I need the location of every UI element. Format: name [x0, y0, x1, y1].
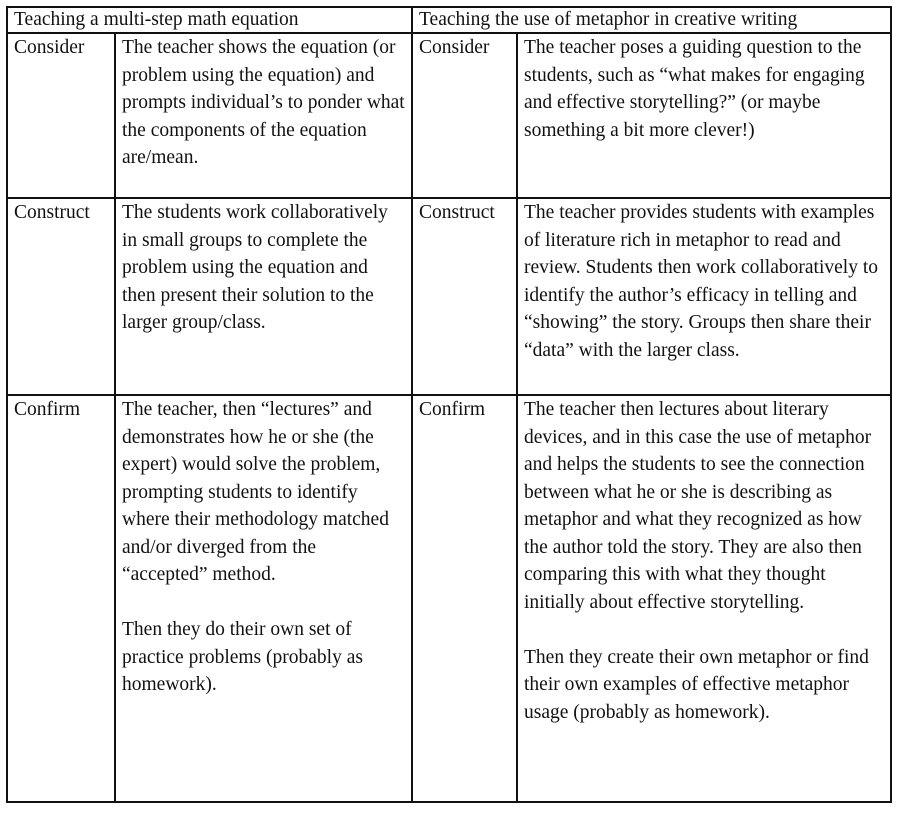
table-row [7, 395, 891, 802]
math-cell [115, 395, 412, 802]
phase-label: Consider [7, 33, 115, 198]
cell-paragraph: The teacher poses a guiding question to the students, such as “what makes for engaging and effective storytelling?” (or maybe something a bit more clever!) [524, 37, 865, 141]
phase-label: Consider [412, 33, 517, 198]
cell-paragraph: The teacher then lectures about literary devices, and in this case the use of metaphor and helps the students to see the connection between what he or she is describing as metaphor and what they recognized as how the author told the story. They are also then comparing this with what they thought initially about effective storytelling. [524, 399, 872, 613]
math-cell [115, 198, 412, 395]
header-metaphor: Teaching the use of metaphor in creative writing [412, 7, 891, 33]
table-row [7, 33, 891, 198]
metaphor-cell [517, 33, 891, 198]
cell-paragraph: The teacher, then “lectures” and demonstrates how he or she (the expert) would solve the problem, prompting students to identify where their methodology matched and/or diverged from the “accepted” method. [122, 399, 389, 585]
header-row [7, 7, 891, 33]
phase-label: Confirm [412, 395, 517, 802]
table-row [7, 198, 891, 395]
phase-label: Construct [7, 198, 115, 395]
phase-label: Construct [412, 198, 517, 395]
lesson-comparison-table [6, 6, 892, 803]
header-math: Teaching a multi-step math equation [7, 7, 412, 33]
metaphor-cell [517, 395, 891, 802]
cell-paragraph: The teacher provides students with examples of literature rich in metaphor to read and review. Students then work collaboratively to identify the author’s efficacy in telling and “showing” the story. Groups then share their “data” with the larger class. [524, 202, 878, 361]
cell-paragraph: Then they do their own set of practice problems (probably as homework). [122, 619, 363, 695]
math-cell [115, 33, 412, 198]
cell-paragraph: Then they create their own metaphor or find their own examples of effective metaphor usage (probably as homework). [524, 646, 869, 723]
cell-paragraph: The students work collaboratively in small groups to complete the problem using the equation and then present their solution to the larger group/class. [122, 202, 388, 333]
cell-paragraph: The teacher shows the equation (or problem using the equation) and prompts individual’s to ponder what the components of the equation are/mean. [122, 37, 405, 168]
metaphor-cell [517, 198, 891, 395]
phase-label: Confirm [7, 395, 115, 802]
